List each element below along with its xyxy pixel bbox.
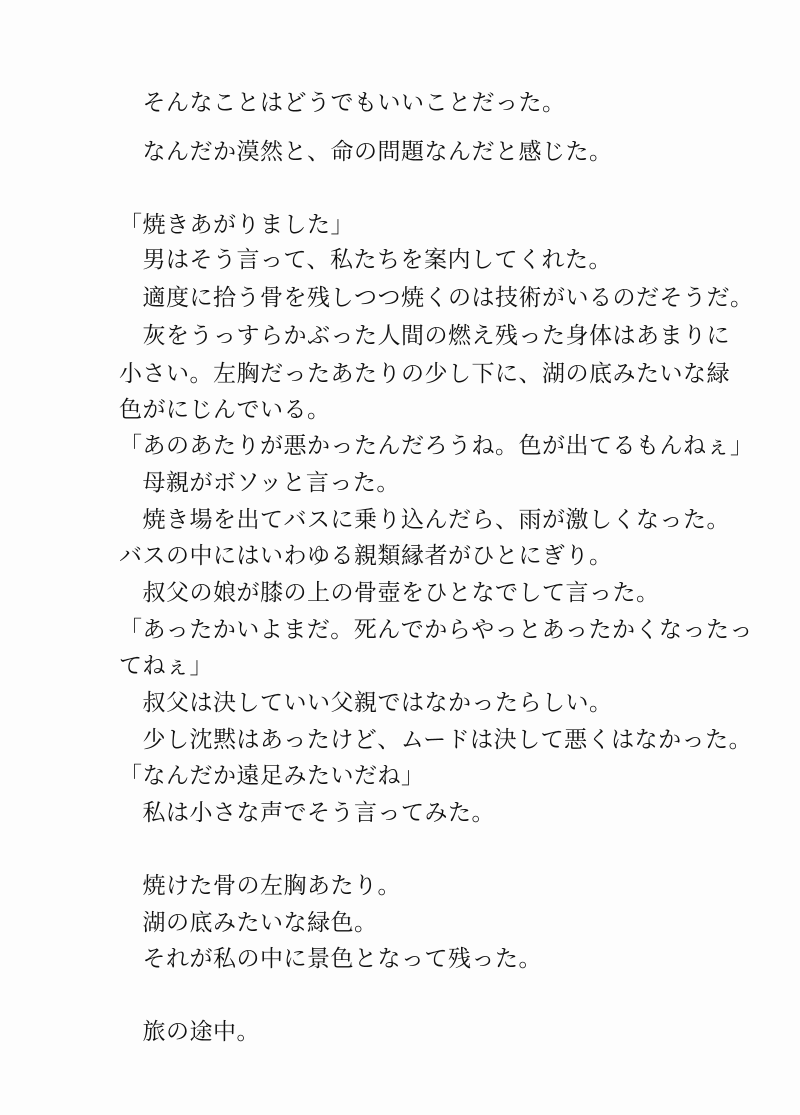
text-line: なんだか漠然と、命の問題なんだと感じた。 [119, 139, 613, 165]
text-line: 湖の底みたいな緑色。 [119, 910, 378, 936]
text-line: 灰をうっすらかぶった人間の燃え残った身体はあまりに [119, 323, 730, 349]
text-line: 焼けた骨の左胸あたり。 [119, 873, 401, 899]
text-line: 叔父は決していい父親ではなかったらしい。 [119, 690, 613, 716]
text-line: 叔父の娘が膝の上の骨壺をひとなでして言った。 [119, 580, 660, 606]
text-line: 適度に拾う骨を残しつつ焼くのは技術がいるのだそうだ。 [119, 285, 754, 311]
text-line: 私は小さな声でそう言ってみた。 [119, 800, 495, 826]
text-line: 「なんだか遠足みたいだね」 [119, 763, 425, 789]
text-line: それが私の中に景色となって残った。 [119, 946, 542, 972]
text-line: 「あのあたりが悪かったんだろうね。色が出てるもんねぇ」 [119, 433, 754, 459]
text-line: 少し沈黙はあったけど、ムードは決して悪くはなかった。 [119, 727, 753, 753]
text-line: そんなことはどうでもいいことだった。 [119, 90, 566, 116]
text-line: てねぇ」 [119, 653, 213, 679]
text-line: 男はそう言って、私たちを案内してくれた。 [119, 247, 613, 273]
text-line: 小さい。左胸だったあたりの少し下に、湖の底みたいな緑 [119, 361, 730, 387]
text-line: 焼き場を出てバスに乗り込んだら、雨が激しくなった。 [119, 507, 730, 533]
text-line: 色がにじんでいる。 [119, 397, 331, 423]
text-line: バスの中にはいわゆる親類縁者がひとにぎり。 [119, 543, 613, 569]
text-line: 母親がボソッと言った。 [119, 470, 400, 496]
text-line: 「あったかいよまだ。死んでからやっとあったかくなったっ [119, 617, 754, 643]
text-line: 「焼きあがりました」 [119, 212, 354, 238]
text-line: 旅の途中。 [119, 1019, 260, 1045]
